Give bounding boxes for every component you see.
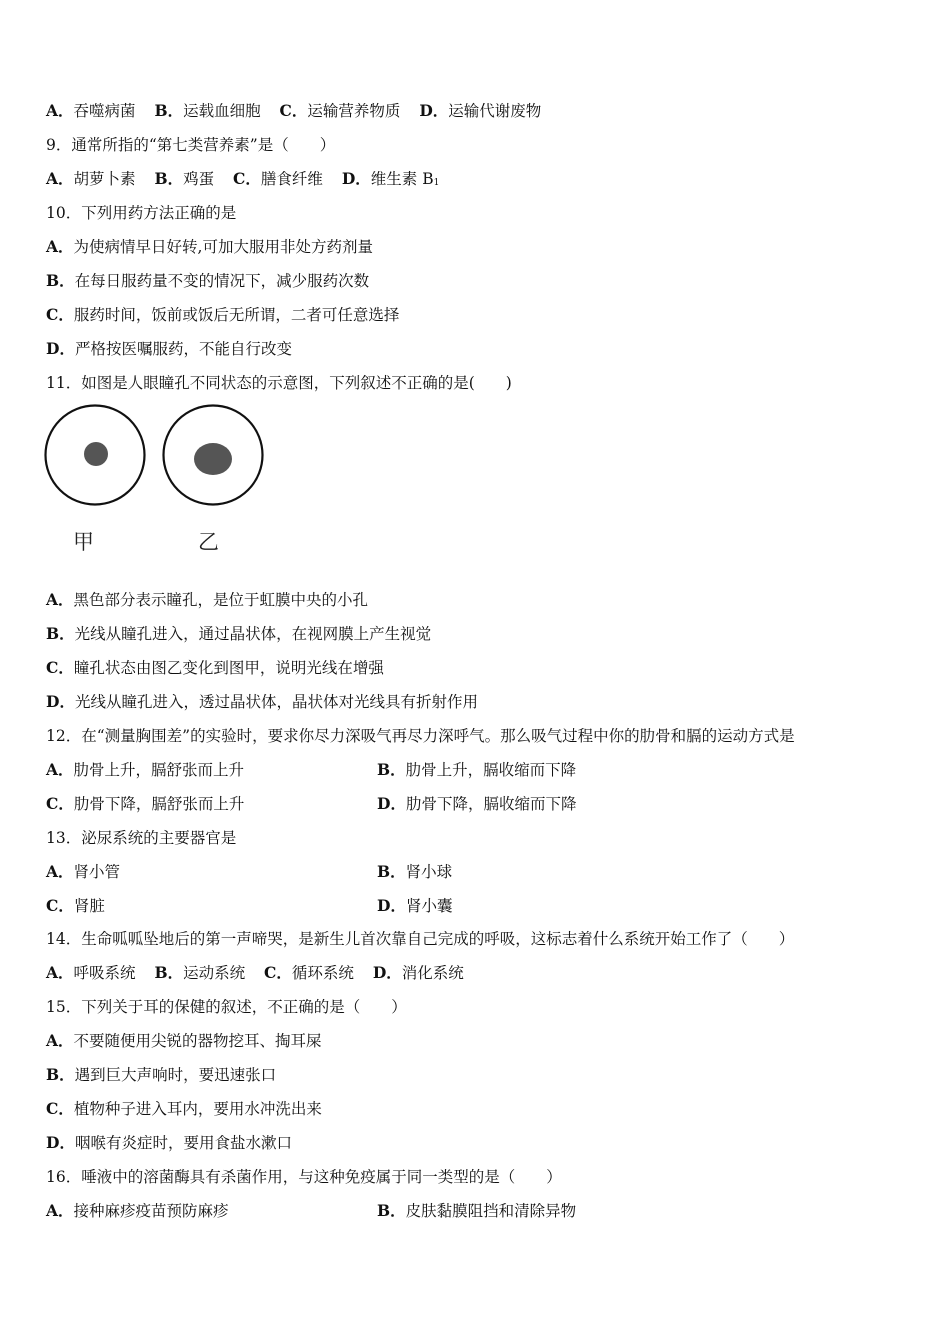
q15-option-c: C．植物种子进入耳内，要用水冲洗出来 (46, 1099, 322, 1118)
q8-option-d: D．运输代谢废物 (419, 101, 542, 120)
q15-option-b: B．遇到巨大声响时，要迅速张口 (46, 1065, 277, 1084)
q11-option-d: D．光线从瞳孔进入，透过晶状体，晶状体对光线具有折射作用 (46, 692, 478, 711)
q11-option-a: A．黑色部分表示瞳孔，是位于虹膜中央的小孔 (46, 590, 369, 609)
q14-stem: 14．生命呱呱坠地后的第一声啼哭，是新生儿首次靠自己完成的呼吸，这标志着什么系统开始工作了（ ） (46, 930, 795, 948)
vitamin-subscript: 1 (433, 178, 440, 188)
q13-option-a: A．肾小管 (46, 862, 121, 881)
pupil-diagram (44, 402, 268, 512)
q14-options (46, 963, 464, 983)
pupil-yi (194, 443, 232, 475)
q9-option-a: A．胡萝卜素 (46, 169, 136, 188)
q10-option-d: D．严格按医嘱服药，不能自行改变 (46, 339, 292, 358)
q9-stem: 9．通常所指的“第七类营养素”是（ ） (46, 136, 336, 154)
q12-option-b: B．肋骨上升，膈收缩而下降 (377, 760, 577, 779)
q13-stem: 13．泌尿系统的主要器官是 (46, 829, 237, 847)
q8-option-b: B．运载血细胞 (154, 101, 261, 120)
q15-stem: 15．下列关于耳的保健的叙述，不正确的是（ ） (46, 998, 407, 1016)
q13-option-d: D．肾小囊 (377, 896, 453, 915)
q11-stem: 11．如图是人眼瞳孔不同状态的示意图，下列叙述不正确的是( ) (46, 374, 512, 392)
q10-option-c: C．服药时间，饭前或饭后无所谓，二者可任意选择 (46, 305, 400, 324)
q14-option-d: D．消化系统 (372, 963, 464, 982)
pupil-figure (44, 402, 268, 562)
q11-option-b: B．光线从瞳孔进入，通过晶状体，在视网膜上产生视觉 (46, 624, 432, 643)
q12-option-c: C．肋骨下降，膈舒张而上升 (46, 794, 245, 813)
figure-label-yi: 乙 (198, 530, 219, 554)
q14-option-a: A．呼吸系统 (46, 963, 136, 982)
q12-option-d: D．肋骨下降，膈收缩而下降 (377, 794, 577, 813)
q9-option-c: C．膳食纤维 (233, 169, 323, 188)
q13-option-c: C．肾脏 (46, 896, 105, 915)
q16-option-a: A．接种麻疹疫苗预防麻疹 (46, 1201, 229, 1220)
figure-label-jia: 甲 (73, 530, 94, 554)
q10-option-a: A．为使病情早日好转,可加大服用非处方药剂量 (46, 237, 373, 256)
q11-option-c: C．瞳孔状态由图乙变化到图甲，说明光线在增强 (46, 658, 384, 677)
q12-stem: 12．在“测量胸围差”的实验时，要求你尽力深吸气再尽力深呼气。那么吸气过程中你的肋骨和膈的运动方式是 (46, 727, 795, 745)
q8-option-a: A．吞噬病菌 (46, 101, 136, 120)
q10-option-b: B．在每日服药量不变的情况下，减少服药次数 (46, 271, 370, 290)
pupil-jia (84, 442, 108, 466)
q14-option-b: B．运动系统 (154, 963, 246, 982)
q9-option-b: B．鸡蛋 (154, 169, 215, 188)
q16-stem: 16．唾液中的溶菌酶具有杀菌作用，与这种免疫属于同一类型的是（ ） (46, 1168, 562, 1186)
q9-option-d: D．维生素 B1 (341, 169, 440, 188)
q16-option-b: B．皮肤黏膜阻挡和清除异物 (377, 1201, 577, 1220)
q8-option-c: C．运输营养物质 (279, 101, 401, 120)
q9-options (46, 169, 439, 193)
q8-options (46, 101, 541, 121)
q12-option-a: A．肋骨上升，膈舒张而上升 (46, 760, 245, 779)
q15-option-d: D．咽喉有炎症时，要用食盐水漱口 (46, 1133, 292, 1152)
q15-option-a: A．不要随便用尖锐的器物挖耳、掏耳屎 (46, 1031, 322, 1050)
q10-stem: 10．下列用药方法正确的是 (46, 204, 237, 222)
q14-option-c: C．循环系统 (264, 963, 354, 982)
q13-option-b: B．肾小球 (377, 862, 453, 881)
